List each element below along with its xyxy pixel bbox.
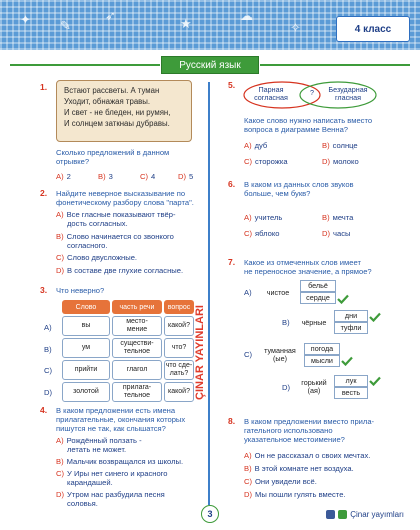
table-cell: прийти xyxy=(62,360,110,380)
word-box: бельё xyxy=(300,280,336,292)
table-cell: ум xyxy=(62,338,110,358)
subject-title: Русский язык xyxy=(161,56,259,74)
table-cell: какой? xyxy=(164,382,194,402)
q8-option-a[interactable]: A) Он не рассказал о своих мечтах. xyxy=(244,451,371,460)
venn-left-label: Парная согласная xyxy=(254,85,288,102)
q7-option-a[interactable]: A) xyxy=(244,288,252,297)
question-2-number: 2. xyxy=(40,188,48,198)
table-cell: какой? xyxy=(164,316,194,336)
venn-mid-label: ? xyxy=(310,88,314,97)
word-box: чёрные xyxy=(296,316,332,330)
word-box: мысли xyxy=(304,355,340,367)
q2-option-c[interactable]: C) Слово двусложные. xyxy=(56,253,138,262)
star-icon: ✧ xyxy=(290,20,301,35)
question-7-text: Какое из отмеченных слов имеет не переносное значение, а прямое? xyxy=(244,258,372,276)
question-1-number: 1. xyxy=(40,82,48,92)
question-5-text: Какое слово нужно написать вместо вопроса в диаграмме Венна? xyxy=(244,116,373,134)
q4-option-a[interactable]: A) Рождённый ползать - летать не может. xyxy=(56,436,142,454)
q5-option-d[interactable]: D) молоко xyxy=(322,157,359,166)
q8-option-b[interactable]: B) В этой комнате нет воздуха. xyxy=(244,464,354,473)
word-box: дни xyxy=(334,310,368,322)
word-box: лук xyxy=(334,375,368,387)
q1-option-c[interactable]: C) 4 xyxy=(140,172,156,181)
page-number: 3 xyxy=(201,505,219,523)
question-2-text: Найдите неверное высказывание по фонетическому разбору слова "парта". xyxy=(56,189,194,207)
question-1-text: Сколько предложений в данном отрывке? xyxy=(56,148,170,166)
check-icon xyxy=(337,294,349,304)
table-cell: существи- тельное xyxy=(112,338,162,358)
word-box: горький (ая) xyxy=(296,375,332,399)
q1-option-a[interactable]: A) 2 xyxy=(56,172,71,181)
q3-option-b[interactable]: B) xyxy=(44,345,52,354)
cloud-icon: ☁ xyxy=(240,8,253,23)
q8-option-d[interactable]: D) Мы пошли гулять вместе. xyxy=(244,490,346,499)
question-8-text: В каком предложении вместо прила- гательного использовано указательное местоимение? xyxy=(244,417,375,444)
question-4-text: В каком предложении есть имена прилагательные, окончания которых пишутся не так, как слышатся? xyxy=(56,406,186,433)
question-6-number: 6. xyxy=(228,179,236,189)
question-8-number: 8. xyxy=(228,416,236,426)
q2-option-d[interactable]: D) В составе две глухие согласные. xyxy=(56,266,184,275)
word-box: туфли xyxy=(334,322,368,334)
q7-option-d[interactable]: D) xyxy=(282,383,291,392)
q2-option-a[interactable]: A) Все гласные показывают твёр- дость согласных. xyxy=(56,210,176,228)
table-cell: вы xyxy=(62,316,110,336)
q3-option-a[interactable]: A) xyxy=(44,323,52,332)
brand-vertical: ÇINAR YAYINLARI xyxy=(194,305,206,400)
table-header-word: Слово xyxy=(62,300,110,314)
column-divider xyxy=(208,375,210,505)
q6-option-a[interactable]: A) учитель xyxy=(244,213,283,222)
q7-option-b[interactable]: B) xyxy=(282,318,290,327)
question-6-text: В каком из данных слов звуков больше, чем букв? xyxy=(244,180,354,198)
q5-option-c[interactable]: C) сторожка xyxy=(244,157,288,166)
q2-option-b[interactable]: B) Слово начинается со звонкого согласного. xyxy=(56,232,174,250)
poem-scroll: Встают рассветы. А туман Уходит, обнажая травы. И свет - не бледен, ни румян, И солнцем заткнаы дубравы. xyxy=(56,80,192,142)
subject-line-left xyxy=(10,64,160,66)
word-box: погода xyxy=(304,343,340,355)
q4-option-c[interactable]: C) У Иры нет синего и красного карандашей. xyxy=(56,469,168,487)
word-box: сердце xyxy=(300,292,336,304)
check-icon xyxy=(369,376,381,386)
facebook-icon xyxy=(326,510,335,519)
q8-option-c[interactable]: C) Они увидели всё. xyxy=(244,477,317,486)
table-header-question: вопрос xyxy=(164,300,194,314)
social-icon xyxy=(338,510,347,519)
table-cell: прилага- тельное xyxy=(112,382,162,402)
subject-line-right xyxy=(260,64,410,66)
q6-option-d[interactable]: D) часы xyxy=(322,229,351,238)
rocket-icon: ➶ xyxy=(105,8,116,23)
star-icon: ✦ xyxy=(20,12,31,27)
table-cell: глагол xyxy=(112,360,162,380)
header-banner xyxy=(0,0,420,50)
q7-option-c[interactable]: C) xyxy=(244,350,253,359)
q5-option-a[interactable]: A) дуб xyxy=(244,141,268,150)
check-icon xyxy=(341,356,353,366)
venn-right-label: Безударная гласная xyxy=(328,85,368,102)
question-4-number: 4. xyxy=(40,405,48,415)
table-cell: место- мение xyxy=(112,316,162,336)
q6-option-c[interactable]: C) яблоко xyxy=(244,229,280,238)
q1-option-d[interactable]: D) 5 xyxy=(178,172,194,181)
book-icon: ✎ xyxy=(60,18,71,33)
q4-option-d[interactable]: D) Утром нас разбудила песня соловья. xyxy=(56,490,165,508)
question-7-number: 7. xyxy=(228,257,236,267)
question-5-number: 5. xyxy=(228,80,236,90)
footer-publisher: Çinar yayımları xyxy=(326,510,404,519)
table-cell: золотой xyxy=(62,382,110,402)
check-icon xyxy=(369,312,381,322)
q3-option-c[interactable]: C) xyxy=(44,366,53,375)
word-box: туманная (ые) xyxy=(258,342,302,368)
word-box: весть xyxy=(334,387,368,399)
table-header-part: часть речи xyxy=(112,300,162,314)
q3-option-d[interactable]: D) xyxy=(44,388,53,397)
word-box: чистое xyxy=(258,286,298,300)
question-3-text: Что неверно? xyxy=(56,286,105,295)
table-cell: что? xyxy=(164,338,194,358)
grade-badge: 4 класс xyxy=(336,16,410,42)
q4-option-b[interactable]: B) Мальчик возвращался из школы. xyxy=(56,457,184,466)
q6-option-b[interactable]: B) мечта xyxy=(322,213,354,222)
q5-option-b[interactable]: B) солнце xyxy=(322,141,358,150)
q1-option-b[interactable]: B) 3 xyxy=(98,172,113,181)
question-3-number: 3. xyxy=(40,285,48,295)
table-cell: что сде- лать? xyxy=(164,360,194,380)
star-icon: ★ xyxy=(180,16,192,31)
